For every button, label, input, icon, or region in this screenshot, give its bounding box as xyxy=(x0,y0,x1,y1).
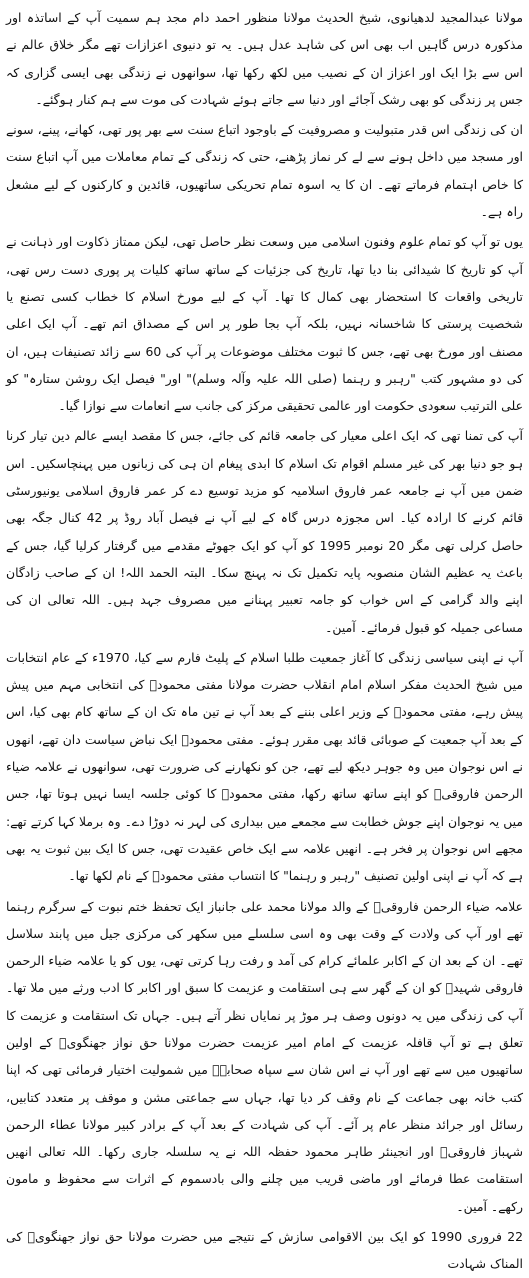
paragraph-4-text: آپ کی تمنا تھی کہ ایک اعلی معیار کی جامعہ قائم کی جائے، جس کا مقصد ایسے عالم دین تیار کرنا ہو جو دنیا بھر کی غیر مسلم اقوام تک اسلام کا ابدی پیغام ان ہی کی زبانوں میں پہنچاسکیں۔ اس ضمن میں آپ نے جامعہ عمر فاروق اسلامیہ کو مزید توسیع دے کر عمر فاروق اسلامی یونیورسٹی قائم کرنے کا ارادہ کیا۔ اس مجوزہ درس گاہ کے لیے آپ نے فیصل آباد روڈ پر 42 کنال جگہ بھی حاصل کرلی تھی مگر 20 نومبر 1995 کو آپ کو ایک جھوٹے مقدمے میں گرفتار کرلیا گیا، جس کے باعث یہ عظیم الشان منصوبہ پایہ تکمیل تک نہ پہنچ سکا۔ البتہ الحمد اللہ! ان کے صاحب زادگان اپنے والد گرامی کے اس خواب کو جامہ تعبیر پہنانے میں مصروف جہد ہیں۔ اللہ تعالی ان کی مساعی جمیلہ کو قبول فرمائے۔ آمین۔ xyxy=(6,428,523,635)
paragraph-2 xyxy=(6,116,523,225)
paragraph-5-text: آپ نے اپنی سیاسی زندگی کا آغاز جمعیت طلبا اسلام کے پلیٹ فارم سے کیا، 1970ء کے عام انتخابات میں شیخ الحدیث مفکر اسلام امام انقلاب حضرت مولانا مفتی محمودؒ کی انتخابی مہم میں پیش پیش رہے، مفتی محمودؒ کے وزیر اعلی بننے کے بعد آپ نے تین ماہ تک ان کے ساتھ کام بھی کیا، اس کے بعد آپ جمعیت کے صوبائی قائد بھی مقرر ہوئے۔ مفتی محمودؒ ایک نباض سیاست دان تھے، انھوں نے اس نوجوان میں وہ جوہر دیکھ لیے تھے، جن کو نکھارنے کی ضرورت تھی، سوانھوں نے علامہ ضیاء الرحمن فاروقیؒ کو اپنے ساتھ ساتھ رکھا، مفتی محمودؒ کا کوئی جلسہ ایسا نہیں ہوتا تھا، جس میں یہ نوجوان اپنے جوش خطابت سے مجمعے میں بیداری کی لہر نہ دوڑا دے۔ وہ برملا کہا کرتے تھے: مجھے اس نوجوان پر فخر ہے۔ انھیں علامہ سے ایک خاص عقیدت تھی، جس کا ایک بین ثبوت یہ بھی ہے کہ آپ نے اپنی اولین تصنیف "رہبر و رہنما" کا انتساب مفتی محمودؒ کے نام لکھا تھا۔ xyxy=(6,649,523,884)
paragraph-6-text: علامہ ضیاء الرحمن فاروقیؒ کے والد مولانا محمد علی جانباز ایک تحفظ ختم نبوت کے سرگرم رہنما تھے اور آپ کی ولادت کے وقت بھی وہ اسی سلسلے میں سکھر کی مرکزی جیل میں پابند سلاسل تھے۔ ان کے بعد ان کے اکابر علمائے کرام کی آمد و رفت رہا کرتی تھی، یوں کو یا علامہ ضیاء الرحمن فاروقی شہیدؒ کو ان کے گھر سے ہی استقامت و عزیمت کا سبق اور اکابر کا ادب ورثے میں ملا تھا۔ آپ کی زندگی میں یہ دونوں وصف ہر موڑ پر نمایاں نظر آتے ہیں۔ جہاں تک استقامت و عزیمت کا تعلق ہے تو آپ قافلہ عزیمت کے امام امیر عزیمت حضرت مولانا حق نواز جھنگویؒ کے اولین ساتھیوں میں سے تھے اور آپ نے اس شان سے سپاہ صحابہؓ میں شمولیت اختیار فرمائی تھی کہ اپنا کتب خانہ بھی جماعت کے نام وقف کر دیا تھا، جہاں سے جماعتی مشن و موقف پر متعدد کتابیں، رسائل اور جرائد منظر عام پر آئے۔ آپ کی شہادت کے بعد آپ کے برادر کبیر مولانا عطاء الرحمن شہباز فاروقیؒ اور انجینئر طاہر محمود حفظہ اللہ نے یہ سلسلہ جاری رکھا۔ اللہ تعالی انھیں استقامت عطا فرمائے اور ماضی قریب میں چلنے والی بادسموم کے اثرات سے محفوظ و مامون رکھے۔ آمین۔ xyxy=(6,898,523,1214)
paragraph-3 xyxy=(6,228,523,419)
paragraph-6 xyxy=(6,893,523,1221)
paragraph-5 xyxy=(6,644,523,890)
paragraph-1-text: مولانا عبدالمجید لدھیانوی، شیخ الحدیث مولانا منظور احمد دام مجد ہم سمیت آپ کے اساتذہ اور مذکورہ درس گاہیں اب بھی اس کی شاہد عدل ہیں۔ یہ تو دنیوی اعزازات تھے مگر خلاق عالم نے اس سے بڑا ایک اور اعزاز ان کے نصیب میں لکھ رکھا تھا، سوانھوں نے زندگی بھی ایسی گزاری کہ جس پر زندگی کو بھی رشک آجائے اور دنیا سے جاتے ہوئے شہادت کی موت سے ہم کنار ہوگئے۔ xyxy=(6,10,523,107)
paragraph-3-text: یوں تو آپ کو تمام علوم وفنون اسلامی میں وسعت نظر حاصل تھی، لیکن ممتاز ذکاوت اور ذہانت نے آپ کو تاریخ کا شیدائی بنا دیا تھا، تاریخ کی جزئیات کے ساتھ ساتھ کلیات پر پوری دست رس تھی، تاریخی واقعات کا استحضار بھی کمال کا تھا۔ آپ کے لیے مورخ اسلام کا خطاب کسی تصنع یا شخصیت پرستی کا شاخسانہ نہیں، بلکہ آپ بجا طور پر اس کے مصداق اتم تھے۔ آپ ایک اعلی مصنف اور مورخ بھی تھے، جس کا ثبوت مختلف موضوعات پر آپ کی 60 سے زائد تصنیفات ہیں، ان کی دو مشہور کتب "رہبر و رہنما (صلی اللہ علیہ وآلہ وسلم)" اور" فیصل ایک روشن ستارہ" کو علی الترتیب سعودی حکومت اور عالمی تحقیقی مرکز کی جانب سے انعامات سے نوازا گیا۔ xyxy=(6,234,523,414)
paragraph-2-text: ان کی زندگی اس قدر متبولیت و مصروفیت کے باوجود اتباع سنت سے بھر پور تھی، کھانے، پینے، سونے اور مسجد میں داخل ہونے سے لے کر نماز پڑھنے، حتی کہ زندگی کے تمام معاملات میں آپ اتباع سنت کا خاص اہتمام فرماتے تھے۔ ان کا یہ اسوہ تمام تحریکی ساتھیوں، قائدین و کارکنوں کے لیے مشعل راہ ہے۔ xyxy=(6,122,523,220)
paragraph-1 xyxy=(6,4,523,113)
paragraph-7-text: 22 فروری 1990 کو ایک بین الاقوامی سازش کے نتیجے میں حضرت مولانا حق نواز جھنگویؒ کی المناک شہادت xyxy=(6,1229,523,1272)
paragraph-7 xyxy=(6,1223,523,1278)
paragraph-4 xyxy=(6,422,523,640)
